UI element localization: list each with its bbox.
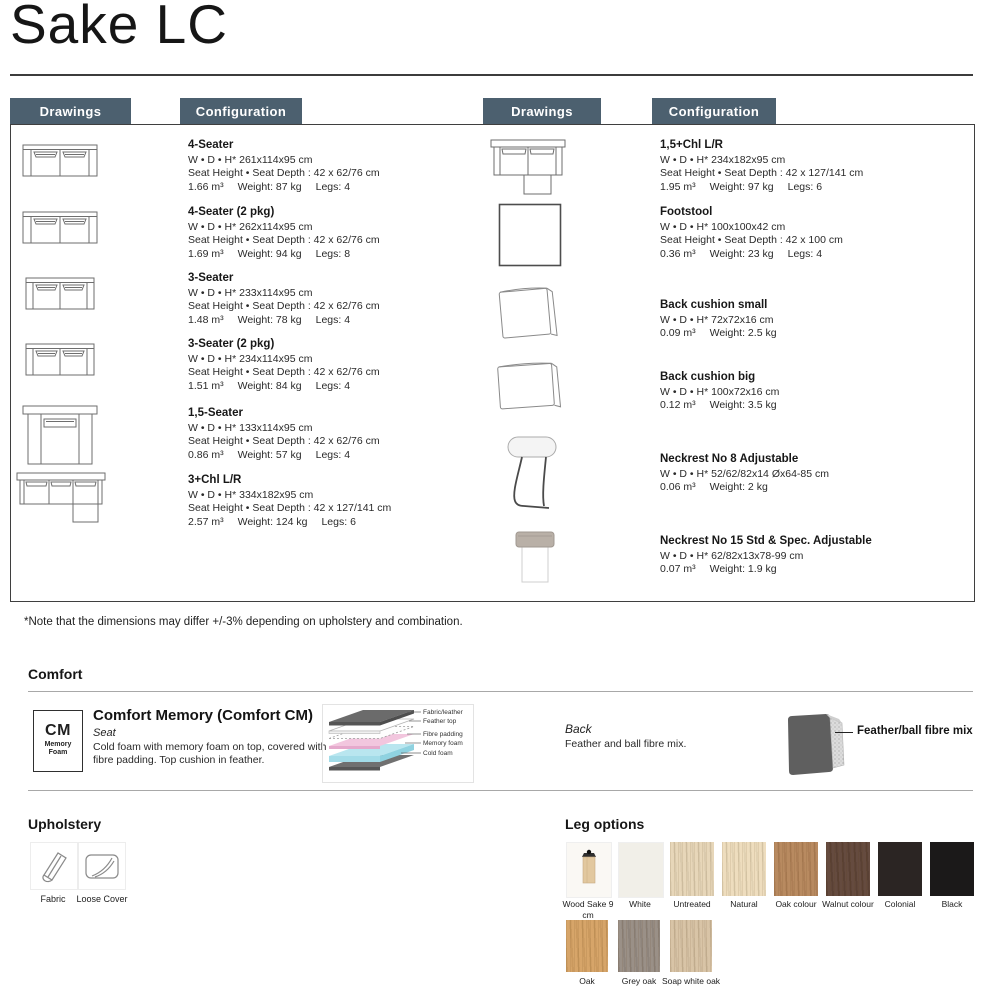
- leg-label-wood-sake: Wood Sake 9 cm: [562, 899, 614, 920]
- product-volume: 1.48 m³: [188, 313, 224, 326]
- drawing-neckrest-8: [500, 433, 564, 519]
- product-dims: W • D • H* 334x182x95 cm: [188, 488, 314, 501]
- drawing-3-seater: [25, 272, 95, 310]
- product-legs: Legs: 4: [315, 379, 351, 392]
- product-name: Footstool: [660, 206, 713, 218]
- product-stats: [660, 327, 777, 341]
- leg-swatch-colonial: [878, 842, 922, 896]
- product-dims: W • D • H* 100x72x16 cm: [660, 385, 780, 398]
- leg-options-heading: Leg options: [565, 816, 645, 832]
- product-name: 4-Seater: [188, 139, 234, 151]
- leg-swatch-grey-oak: [618, 920, 660, 972]
- product-stats: [188, 516, 391, 530]
- product-volume: 0.86 m³: [188, 448, 224, 461]
- layer-label-fibre-padding: Fibre padding: [423, 731, 463, 738]
- product-legs: Legs: 6: [321, 515, 356, 528]
- leg-label-black: Black: [941, 899, 963, 909]
- product-stats: [660, 563, 872, 577]
- product-info-4-seater-2pkg: [188, 206, 380, 261]
- cm-badge-code: CM: [45, 722, 71, 739]
- product-seat: Seat Height • Seat Depth : 42 x 62/76 cm: [188, 366, 380, 378]
- fibre-label: Feather/ball fibre mix: [857, 725, 973, 737]
- product-dims: W • D • H* 262x114x95 cm: [188, 220, 313, 233]
- leg-swatch-oak: [566, 920, 608, 972]
- product-legs: Legs: 4: [315, 313, 351, 326]
- product-weight: Weight: 94 kg: [237, 247, 302, 260]
- product-volume: 1.51 m³: [188, 379, 224, 392]
- drawing-3-chl: [16, 471, 106, 523]
- drawing-footstool: [498, 203, 562, 267]
- comfort-divider: [28, 691, 973, 692]
- comfort-subtitle: Seat: [93, 727, 116, 739]
- product-name: 1,5+Chl L/R: [660, 139, 723, 151]
- product-dims: W • D • H* 234x114x95 cm: [188, 352, 313, 365]
- product-info-back-cushion-small: [660, 299, 777, 341]
- comfort-description: Cold foam with memory foam on top, covered with fibre padding. Top cushion in feather.: [93, 741, 327, 766]
- product-volume: 2.57 m³: [188, 515, 224, 528]
- drawing-back-cushion-small: [494, 281, 560, 345]
- upholstery-option-loose-cover: [78, 842, 126, 890]
- layer-label-memory-foam: Memory foam: [423, 740, 463, 747]
- product-info-footstool: [660, 206, 843, 261]
- product-weight: Weight: 1.9 kg: [709, 563, 777, 575]
- leg-swatch-soap-white-oak: [670, 920, 712, 972]
- leg-swatch-wood-sake: [566, 842, 612, 898]
- product-weight: Weight: 2.5 kg: [709, 327, 777, 339]
- leg-label-untreated: Untreated: [673, 899, 711, 909]
- fabric-icon: [32, 844, 76, 888]
- product-volume: 0.09 m³: [660, 327, 696, 339]
- tab-configuration-left: Configuration: [180, 98, 302, 124]
- product-weight: Weight: 3.5 kg: [709, 399, 777, 411]
- product-seat: Seat Height • Seat Depth : 42 x 127/141 cm: [660, 167, 864, 179]
- leg-label-oak-colour: Oak colour: [775, 899, 817, 909]
- layer-label-cold-foam: Cold foam: [423, 750, 453, 757]
- product-stats: [660, 181, 863, 195]
- product-legs: Legs: 6: [787, 180, 823, 193]
- product-info-4-seater: [188, 139, 380, 194]
- product-weight: Weight: 23 kg: [709, 247, 774, 260]
- product-legs: Legs: 4: [787, 247, 823, 260]
- product-name: Neckrest No 15 Std & Spec. Adjustable: [660, 535, 872, 547]
- product-seat: Seat Height • Seat Depth : 42 x 62/76 cm: [188, 167, 380, 179]
- leg-label-grey-oak: Grey oak: [621, 976, 657, 986]
- product-stats: [188, 248, 380, 262]
- product-dims: W • D • H* 100x100x42 cm: [660, 220, 786, 233]
- product-weight: Weight: 2 kg: [709, 481, 768, 493]
- product-legs: Legs: 8: [315, 247, 351, 260]
- comfort-layer-diagram: [322, 704, 474, 783]
- section-divider: [28, 790, 973, 791]
- cm-badge-label: Memory Foam: [44, 741, 72, 756]
- product-dims: W • D • H* 62/82x13x78-99 cm: [660, 549, 804, 562]
- tab-configuration-right: Configuration: [652, 98, 776, 124]
- leg-swatch-walnut-colour: [826, 842, 870, 896]
- product-seat: Seat Height • Seat Depth : 42 x 62/76 cm: [188, 234, 380, 246]
- leg-swatch-oak-colour: [774, 842, 818, 896]
- drawing-back-cushion-big: [493, 357, 563, 415]
- product-info-neckrest-8: [660, 453, 829, 495]
- wood-leg-icon: [569, 845, 609, 895]
- product-weight: Weight: 124 kg: [237, 515, 308, 528]
- loose-cover-icon: [80, 844, 124, 888]
- product-volume: 1.69 m³: [188, 247, 224, 260]
- leg-label-colonial: Colonial: [884, 899, 916, 909]
- product-stats: [660, 399, 779, 413]
- upholstery-option-fabric: [30, 842, 78, 890]
- product-name: 3+Chl L/R: [188, 474, 242, 486]
- product-volume: 1.95 m³: [660, 180, 696, 193]
- leg-swatch-white: [618, 842, 664, 898]
- drawing-4-seater: [22, 139, 98, 177]
- dimensions-note: *Note that the dimensions may differ +/-3% depending on upholstery and combination.: [24, 616, 463, 628]
- product-info-3-chl: [188, 474, 391, 529]
- product-dims: W • D • H* 233x114x95 cm: [188, 286, 313, 299]
- product-seat: Seat Height • Seat Depth : 42 x 62/76 cm: [188, 300, 380, 312]
- layer-label-fabric: Fabric/leather: [423, 709, 463, 716]
- product-name: Back cushion big: [660, 371, 756, 383]
- leg-label-soap-white-oak: Soap white oak: [661, 976, 721, 986]
- product-legs: Legs: 4: [315, 180, 351, 193]
- product-seat: Seat Height • Seat Depth : 42 x 62/76 cm: [188, 435, 380, 447]
- drawing-1-5-chl: [490, 138, 566, 196]
- fibre-cushion-image: [782, 710, 858, 785]
- comfort-title: Comfort Memory (Comfort CM): [93, 707, 313, 724]
- product-name: Back cushion small: [660, 299, 768, 311]
- product-dims: W • D • H* 261x114x95 cm: [188, 153, 313, 166]
- product-seat: Seat Height • Seat Depth : 42 x 100 cm: [660, 234, 843, 246]
- product-stats: [660, 481, 829, 495]
- product-weight: Weight: 97 kg: [709, 180, 774, 193]
- product-volume: 0.12 m³: [660, 399, 696, 411]
- drawing-1-5-seater: [22, 404, 98, 466]
- product-stats: [188, 449, 380, 463]
- drawing-3-seater-2pkg: [25, 338, 95, 376]
- tab-drawings-left: Drawings: [10, 98, 131, 124]
- product-info-neckrest-15: [660, 535, 872, 577]
- product-dims: W • D • H* 52/62/82x14 Øx64-85 cm: [660, 467, 830, 480]
- product-info-back-cushion-big: [660, 371, 779, 413]
- tab-drawings-right: Drawings: [483, 98, 601, 124]
- product-stats: [188, 314, 380, 328]
- product-dims: W • D • H* 72x72x16 cm: [660, 313, 774, 326]
- product-dims: W • D • H* 234x182x95 cm: [660, 153, 786, 166]
- product-volume: 0.07 m³: [660, 563, 696, 575]
- drawing-neckrest-15: [506, 528, 562, 586]
- upholstery-label-loose-cover: Loose Cover: [76, 894, 128, 904]
- product-dims: W • D • H* 133x114x95 cm: [188, 421, 313, 434]
- drawing-4-seater-2pkg: [22, 206, 98, 244]
- product-legs: Legs: 4: [315, 448, 351, 461]
- comfort-heading: Comfort: [28, 666, 83, 682]
- product-volume: 0.06 m³: [660, 481, 696, 493]
- product-info-1-5-seater: [188, 407, 380, 462]
- product-stats: [660, 248, 843, 262]
- product-stats: [188, 181, 380, 195]
- fibre-label-line: [835, 732, 853, 733]
- leg-swatch-untreated: [670, 842, 714, 896]
- leg-label-natural: Natural: [730, 899, 758, 909]
- product-name: 3-Seater (2 pkg): [188, 338, 275, 350]
- product-weight: Weight: 84 kg: [237, 379, 302, 392]
- product-info-1-5-chl: [660, 139, 863, 194]
- product-name: Neckrest No 8 Adjustable: [660, 453, 799, 465]
- page-title: Sake LC: [10, 0, 228, 55]
- leg-label-walnut-colour: Walnut colour: [822, 899, 874, 909]
- product-volume: 1.66 m³: [188, 180, 224, 193]
- product-stats: [188, 380, 380, 394]
- upholstery-label-fabric: Fabric: [40, 894, 66, 904]
- product-volume: 0.36 m³: [660, 247, 696, 260]
- product-info-3-seater-2pkg: [188, 338, 380, 393]
- leg-swatch-black: [930, 842, 974, 896]
- layer-label-feather-top: Feather top: [423, 718, 457, 725]
- product-weight: Weight: 78 kg: [237, 313, 302, 326]
- product-weight: Weight: 87 kg: [237, 180, 302, 193]
- product-name: 1,5-Seater: [188, 407, 243, 419]
- product-info-3-seater: [188, 272, 380, 327]
- leg-label-white: White: [629, 899, 651, 909]
- product-name: 3-Seater: [188, 272, 234, 284]
- product-seat: Seat Height • Seat Depth : 42 x 127/141 cm: [188, 502, 392, 514]
- comfort-cm-badge: [33, 710, 83, 772]
- product-weight: Weight: 57 kg: [237, 448, 302, 461]
- title-divider: [10, 74, 973, 76]
- leg-label-oak: Oak: [579, 976, 595, 986]
- back-title: Back: [565, 722, 592, 736]
- back-description: Feather and ball fibre mix.: [565, 738, 687, 750]
- product-name: 4-Seater (2 pkg): [188, 206, 275, 218]
- upholstery-heading: Upholstery: [28, 816, 102, 832]
- leg-swatch-natural: [722, 842, 766, 896]
